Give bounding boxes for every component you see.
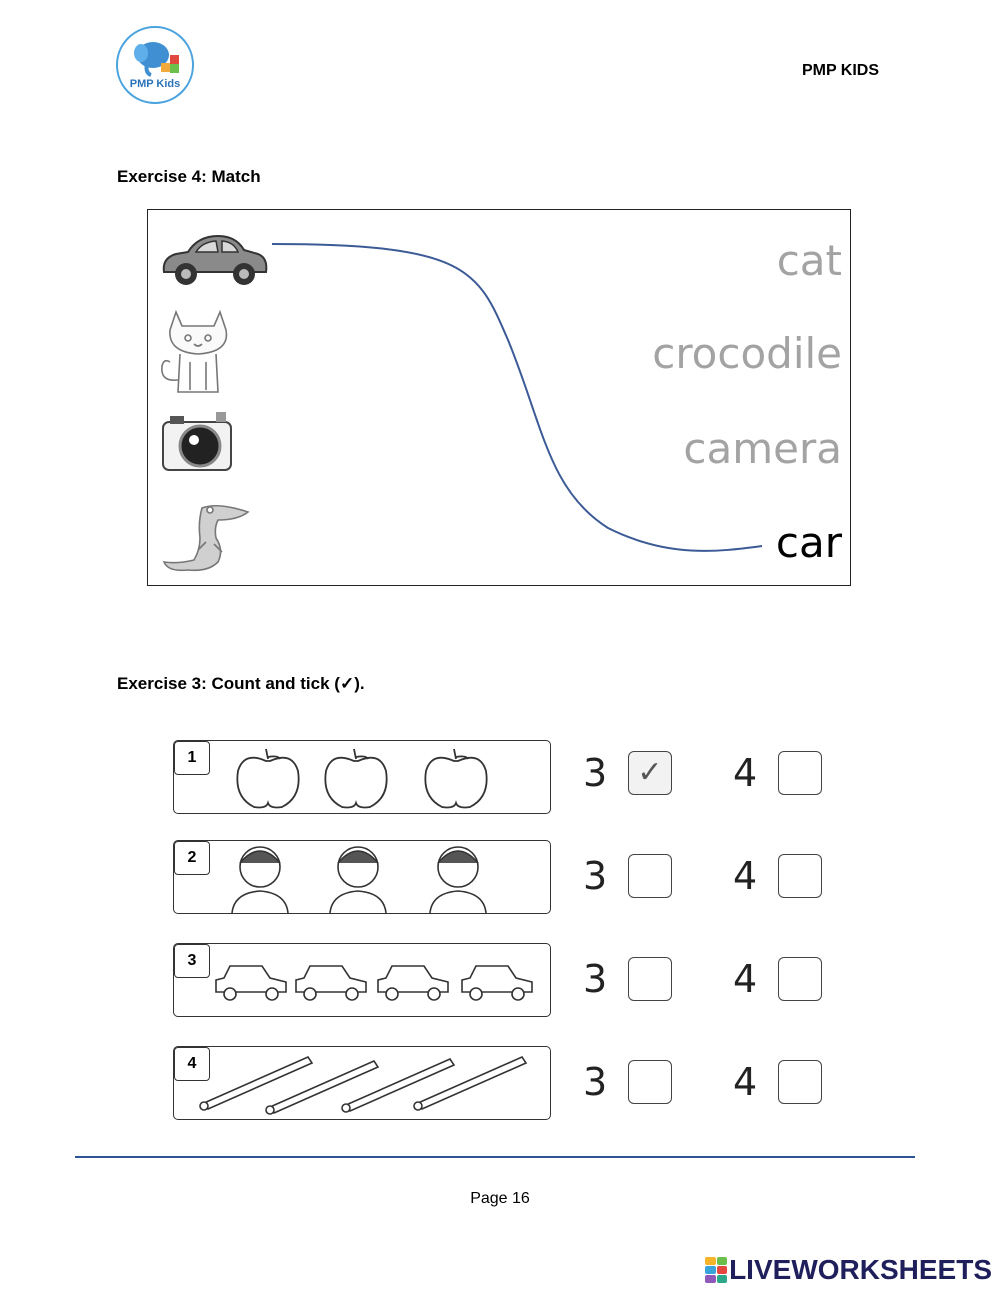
liveworksheets-text: LIVEWORKSHEETS: [729, 1254, 992, 1285]
liveworksheets-logo-icon: [705, 1257, 727, 1283]
option-4-row-3: 4: [733, 957, 758, 1001]
tickbox-4-row-4[interactable]: [778, 1060, 822, 1104]
liveworksheets-watermark: [705, 1254, 992, 1286]
option-4-row-2: 4: [733, 854, 758, 898]
option-4-row-4: 4: [733, 1060, 758, 1104]
exercise-4-title: Exercise 4: Match: [117, 167, 261, 186]
tickbox-3-row-1[interactable]: [628, 751, 672, 795]
tickbox-3-row-2[interactable]: [628, 854, 672, 898]
row-number: 1: [174, 741, 210, 775]
logo-text: PMP Kids: [129, 78, 181, 90]
word-camera[interactable]: camera: [683, 424, 842, 473]
count-row-1: [173, 740, 551, 814]
brand-name: PMP KIDS: [801, 62, 879, 79]
cars-picture: [174, 944, 550, 1016]
bats-picture: [174, 1047, 550, 1119]
option-4-row-1: 4: [733, 751, 758, 795]
tickbox-3-row-3[interactable]: [628, 957, 672, 1001]
tickbox-3-row-4[interactable]: [628, 1060, 672, 1104]
exercise-3-title: Exercise 3: Count and tick (✓).: [117, 674, 365, 693]
option-3-row-1: 3: [583, 751, 608, 795]
option-3-row-3: 3: [583, 957, 608, 1001]
page-number: Page 16: [470, 1190, 530, 1207]
tickbox-4-row-3[interactable]: [778, 957, 822, 1001]
match-box: [147, 209, 851, 586]
tick-icon: ✓: [637, 756, 663, 789]
option-3-row-2: 3: [583, 854, 608, 898]
tickbox-4-row-1[interactable]: [778, 751, 822, 795]
apples-picture: [174, 741, 550, 813]
boys-picture: [174, 841, 550, 913]
word-car[interactable]: car: [775, 518, 842, 567]
count-row-4: [173, 1046, 551, 1120]
option-3-row-4: 3: [583, 1060, 608, 1104]
row-number: 2: [174, 841, 210, 875]
count-row-3: [173, 943, 551, 1017]
word-cat[interactable]: cat: [776, 236, 842, 285]
count-row-2: [173, 840, 551, 914]
tickbox-4-row-2[interactable]: [778, 854, 822, 898]
pmp-kids-logo: [115, 25, 195, 105]
footer-divider: [75, 1156, 915, 1158]
row-number: 4: [174, 1047, 210, 1081]
word-crocodile[interactable]: crocodile: [652, 329, 842, 378]
match-line[interactable]: [148, 210, 850, 585]
row-number: 3: [174, 944, 210, 978]
